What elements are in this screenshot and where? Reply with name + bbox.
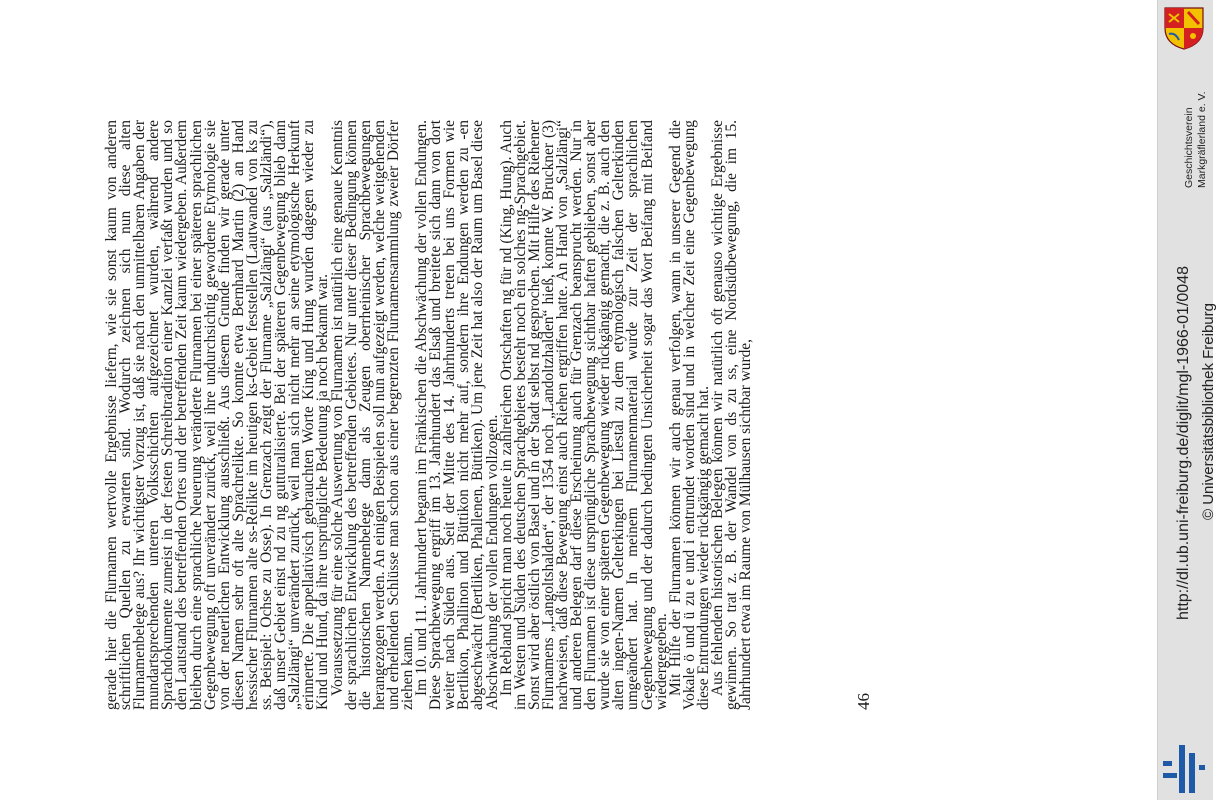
paragraph-5: Mit Hilfe der Flurnamen können wir auch genau verfolgen, wann in unserer Gegend die Vokale ö und ü zu e und i entrundet worden sind und in welcher Zeit eine Gegenbewegung diese Entrundungen wieder rückgängig gemacht hat. <box>666 120 712 710</box>
copyright-notice: © Universitätsbibliothek Freiburg <box>1200 303 1217 520</box>
paragraph-3: Im 10. und 11. Jahrhundert begann im Fränkischen die Abschwächung der vollen Endungen. Diese Sprachbewegung ergriff im 13. Jahrhundert das Elsaß und breitete sich dann von dort weiter nach Süden aus. Seit der Mitte des 14. Jahrhunderts treten bei uns Formen wie Bertlikon, Phallinon und Büttikon nicht mehr auf, sondern ihre Endungen werden zu -en abgeschwächt (Bertliken, Phallenen, Büttiken). Um jene Zeit hat also der Raum um Basel diese Abschwächung der vollen Endungen vollzogen. <box>413 120 501 710</box>
paragraph-1: gerade hier die Flurnamen wertvolle Ergebnisse liefern, wie sie sonst kaum von anderen schriftlichen Quellen zu erwarten sind. Wodurch zeichnen sich nun diese alten Flurnamenbelege aus? Ihr wichtigster Vorzug ist, daß sie nach den unmittelbaren Angaben der mundartsprechenden unteren Volksschichten aufgezeichnet wurden, während andere Sprachdokumente zumeist in der festen Schreibtradition einer Kanzlei verfaßt wurden und so den Lautstand des betreffenden Ortes und der betreffenden Zeit kaum wiedergeben. Außerdem bleiben durch eine sprachliche Neuerung veränderte Flurnamen bei einer späteren sprachlichen Gegenbewegung oft unverändert zurück, weil ihre undurchsichtig gewordene Etymologie sie von der neuerlichen Entwicklung ausschließt. Aus diesem Grunde finden wir gerade unter diesen Namen sehr oft alte Sprachrelikte. So konnte etwa Bernhard Martin (2) an Hand hessischer Flurnamen alte ss-Relikte im heutigen ks-Gebiet feststellen (Lautwandel von ks zu ss. Beispiel: Ochse zu Osse). In Grenzach zeigt der Flurname „Salzlängi“ (aus „Salzländi“), daß unser Gebiet einst nd zu ng gutturalisierte. Bei der späteren Gegenbewegung blieb dann „Salzlängi“ unverändert zurück, weil man sich nicht mehr an seine etymologische Herkunft erinnerte. Die appellativisch gebrauchten Worte King und Hung wurden dagegen wieder zu Kind und Hund, da ihre ursprüngliche Bedeutung ja noch bekannt war. <box>103 120 332 710</box>
society-name-line1: Geschichtsverein <box>1183 107 1195 188</box>
paragraph-4: Im Rebland spricht man noch heute in zahlreichen Ortschaften ng für nd (King, Hung). Auch im Westen und Süden des deutschen Sprachgebietes besteht noch ein solches ng-Sprachgebiet. Sonst wird aber östlich von Basel und in der Stadt selbst nd gesprochen. Mit Hilfe des Riehener Flurnamens „Langoltshalden“, der 1354 noch „Landoltzhalden“ hieß, konnte W. Bruckner (3) nachweisen, daß diese Bewegung einst auch Riehen ergriffen hatte. An Hand von „Salzlängi“ und anderen Belegen darf diese Erscheinung auch für Grenzach beansprucht werden. Nur in den Flurnamen ist diese ursprüngliche Sprachbewegung sichtbar haften geblieben, sonst aber wurde sie von einer späteren Gegenbewegung wieder rückgängig gemacht, die z. B. auch den alten ingen-Namen Gelterkingen bei Liestal zu dem etymologisch falschen Gelterkinden umgeändert hat. In meinem Flurnamenmaterial wurde zur Zeit der sprachlichen Gegenbewegung und der dadurch bedingten Unsicherheit sogar das Wort Beifang mit Beifand wiedergegeben. <box>497 120 670 710</box>
scanned-page <box>105 120 960 710</box>
society-name-line2: Markgräflerland e. V. <box>1196 91 1208 188</box>
paragraph-6: Aus fehlenden historischen Belegen können wir natürlich oft genauso wichtige Ergebnisse gewinnen. So trat z. B. der Wandel von ds zu ss, eine Nordsüdbewegung, die im 15. Jahrhundert etwa im Raume von Mülhausen sichtbar wurde, <box>709 120 755 710</box>
coat-of-arms-icon <box>1161 6 1207 50</box>
page-number: 46 <box>854 693 873 710</box>
paragraph-2: Voraussetzung für eine solche Auswertung von Flurnamen ist natürlich eine genaue Kenntnis der sprachlichen Entwicklung des betreffenden Gebietes. Nur unter dieser Bedingung können die historischen Namenbelege dann als Zeugen oberrheinischer Sprachbewegungen herangezogen werden. An einigen Beispielen soll nun aufgezeigt werden, welche weitgehenden und erhellenden Schlüsse man schon aus einer begrenzten Flurnamensammlung zweier Dörfer ziehen kann. <box>328 120 416 710</box>
source-url[interactable]: http://dl.ub.uni-freiburg.de/diglit/mgl-1966-01/0048 <box>1175 266 1192 620</box>
university-library-logo-icon <box>1163 745 1207 793</box>
